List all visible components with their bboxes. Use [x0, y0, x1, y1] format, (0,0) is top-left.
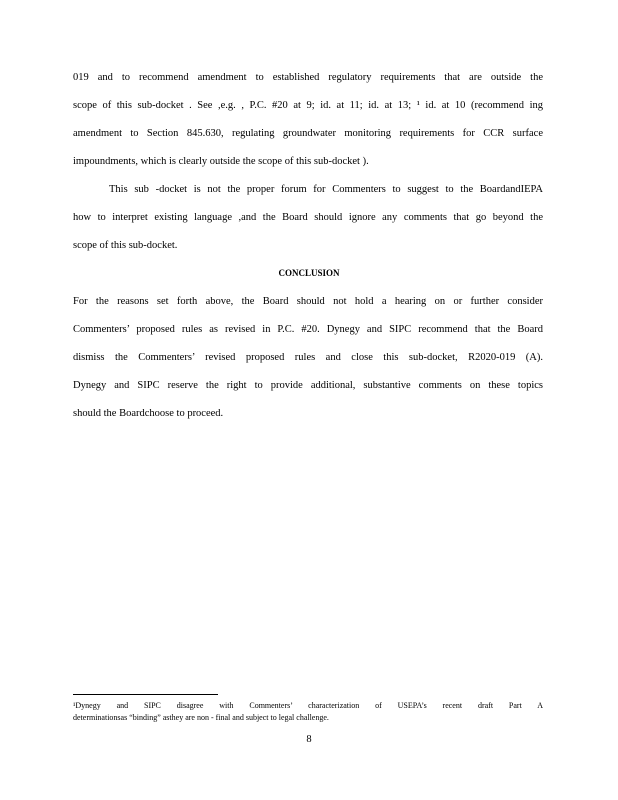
text-line: This sub -docket is not the proper forum for Commenters to suggest to the BoardandIEPA — [109, 184, 543, 195]
text-line: how to interpret existing language ,and the Board should ignore any comments that go beyond the — [73, 212, 543, 223]
text-line: For the reasons set forth above, the Board should not hold a hearing on or further consider — [73, 296, 543, 307]
text-line: impoundments, which is clearly outside the scope of this sub-docket ). — [73, 156, 369, 167]
footnote — [73, 700, 543, 724]
paragraph-scope-continuation — [73, 64, 543, 176]
footnote-line: determinationsas “binding” asthey are non - final and subject to legal challenge. — [73, 713, 329, 722]
text-line: Commenters’ proposed rules as revised in P.C. #20. Dynegy and SIPC recommend that the Board — [73, 324, 543, 335]
text-line: scope of this sub-docket . See ,e.g. , P.C. #20 at 9; id. at 11; id. at 13; ¹ id. at 10 (recommend ing — [73, 100, 543, 111]
footnote-divider — [73, 694, 218, 695]
section-heading-conclusion: CONCLUSION — [278, 268, 340, 278]
paragraph-conclusion — [73, 288, 543, 428]
text-line: Dynegy and SIPC reserve the right to provide additional, substantive comments on these topics — [73, 380, 543, 391]
page-number: 8 — [306, 734, 312, 745]
footnote-line: ¹Dynegy and SIPC disagree with Commenters’ characterization of USEPA’s recent draft Part A — [73, 701, 543, 710]
text-line: scope of this sub-docket. — [73, 240, 178, 251]
text-line: amendment to Section 845.630, regulating groundwater monitoring requirements for CCR surface — [73, 128, 543, 139]
text-line: 019 and to recommend amendment to established regulatory requirements that are outside the — [73, 72, 543, 83]
text-line: should the Boardchoose to proceed. — [73, 408, 224, 419]
paragraph-not-proper-forum — [73, 176, 543, 260]
text-line: dismiss the Commenters’ revised proposed rules and close this sub-docket, R2020-019 (A). — [73, 352, 543, 363]
